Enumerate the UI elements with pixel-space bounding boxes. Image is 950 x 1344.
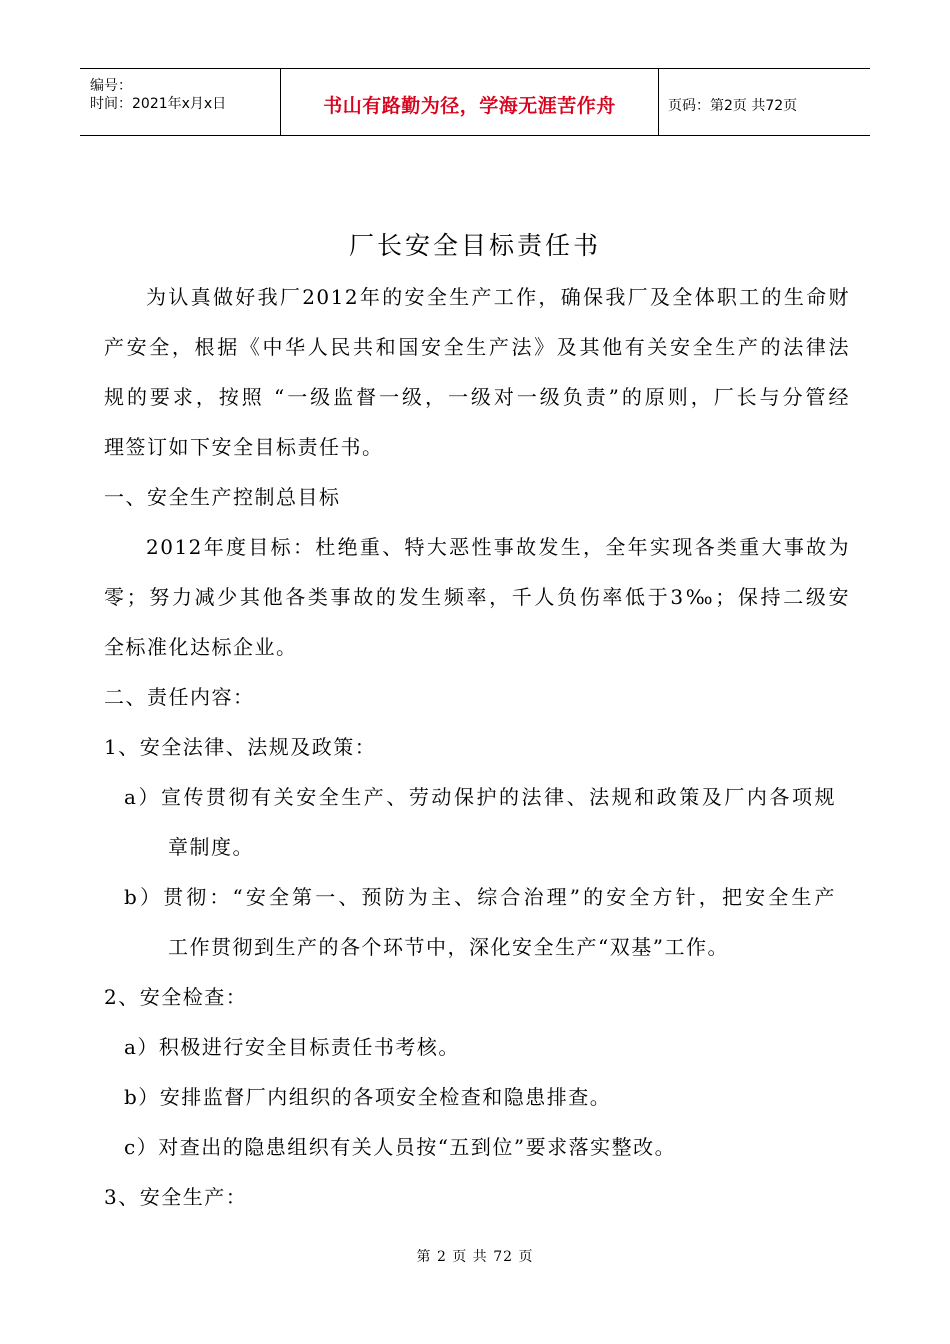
paragraph-line: 2012年度目标：杜绝重、特大恶性事故发生，全年实现各类重大事故为 <box>146 535 850 559</box>
list-item-continuation: 工作贯彻到生产的各个环节中，深化安全生产“双基”工作。 <box>168 935 729 959</box>
list-item: b）安排监督厂内组织的各项安全检查和隐患排查。 <box>124 1085 612 1109</box>
section-heading: 一、安全生产控制总目标 <box>104 485 341 509</box>
list-item: c）对查出的隐患组织有关人员按“五到位”要求落实整改。 <box>124 1135 677 1159</box>
paragraph-line: 产安全，根据《中华人民共和国安全生产法》及其他有关安全生产的法律法 <box>104 335 850 359</box>
page-footer: 第 2 页 共 72 页 <box>416 1249 534 1265</box>
subsection-heading: 3、安全生产： <box>104 1185 248 1209</box>
paragraph-line: 零；努力减少其他各类事故的发生频率，千人负伤率低于3‰；保持二级安 <box>104 585 850 609</box>
paragraph-line: 全标准化达标企业。 <box>104 635 298 659</box>
page-code: 页码：第2页 共72页 <box>668 98 798 114</box>
paragraph-line: 理签订如下安全目标责任书。 <box>104 435 384 459</box>
list-item: b）贯彻：“安全第一、预防为主、综合治理”的安全方针，把安全生产 <box>124 885 836 909</box>
header-page-cell <box>660 69 870 135</box>
document-title: 厂长安全目标责任书 <box>348 231 601 260</box>
list-item: a）积极进行安全目标责任书考核。 <box>124 1035 460 1059</box>
document-number: 编号： <box>90 78 132 94</box>
list-item: a）宣传贯彻有关安全生产、劳动保护的法律、法规和政策及厂内各项规 <box>124 785 836 809</box>
section-heading: 二、责任内容： <box>104 685 255 709</box>
header-motto-cell <box>281 69 659 135</box>
subsection-heading: 2、安全检查： <box>104 985 248 1009</box>
motto: 书山有路勤为径，学海无涯苦作舟 <box>323 95 616 117</box>
page-header <box>80 68 870 136</box>
document-time: 时间：2021年x月x日 <box>90 96 227 112</box>
paragraph-line: 为认真做好我厂2012年的安全生产工作，确保我厂及全体职工的生命财 <box>146 285 850 309</box>
paragraph-line: 规的要求，按照 “一级监督一级，一级对一级负责”的原则，厂长与分管经 <box>104 385 850 409</box>
header-meta-cell <box>80 69 281 135</box>
subsection-heading: 1、安全法律、法规及政策： <box>104 735 377 759</box>
list-item-continuation: 章制度。 <box>168 835 254 859</box>
